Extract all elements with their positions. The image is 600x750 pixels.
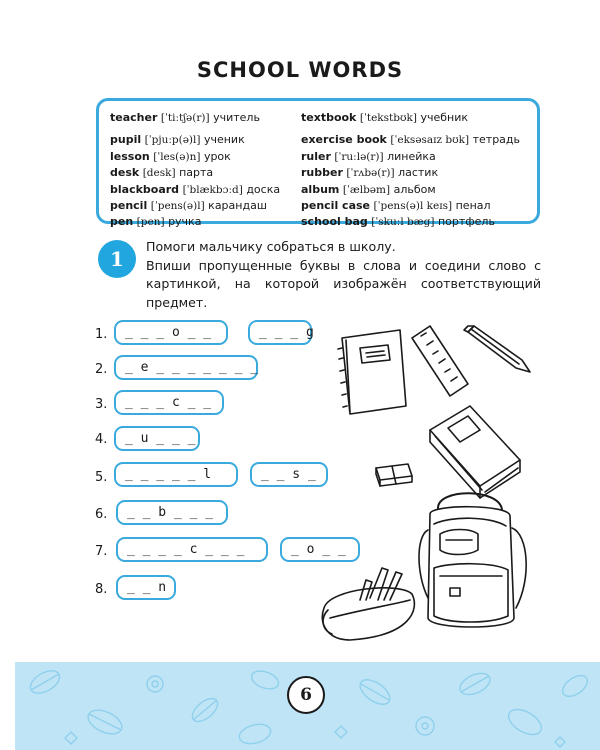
word-blank[interactable]: _ _ _ _ c _ _ _ (116, 537, 268, 562)
school-items-illustration (300, 318, 540, 648)
vocab-row: album [ˈælbəm] альбом (301, 182, 436, 196)
vocabulary-box (96, 98, 540, 229)
exercise-number: 8. (95, 582, 108, 597)
exercise-number: 6. (95, 507, 108, 522)
exercise-number: 1. (95, 327, 108, 342)
pencil-icon (464, 326, 530, 372)
instruction-line-2: Впиши пропущенные буквы в слова и соедини слово с картинкой, на которой изображён соответствующий предмет. (146, 257, 541, 310)
vocab-row: teacher [ˈtiːtʃə(r)] учитель (110, 111, 260, 124)
exercise-number: 5. (95, 470, 108, 485)
exercise-number: 2. (95, 362, 108, 377)
exercise-number: 7. (95, 544, 108, 559)
vocab-row: pencil case [ˈpens(ə)l keɪs] пенал (301, 199, 491, 213)
word-blank[interactable]: _ _ _ o _ _ (114, 320, 228, 345)
textbook-icon (430, 406, 520, 498)
school-bag-icon (419, 493, 526, 627)
vocab-column-right (301, 110, 520, 231)
vocab-row: rubber [ˈrʌbə(r)] ластик (301, 166, 439, 180)
vocab-row: desk [desk] парта (110, 166, 214, 180)
exercise-number: 4. (95, 432, 108, 447)
vocab-row: exercise book [ˈeksəsaɪz bʊk] тетрадь (301, 133, 521, 147)
vocab-row: blackboard [ˈblækbɔːd] доска (110, 182, 281, 196)
word-blank[interactable]: _ u _ _ _ (114, 426, 200, 451)
word-blank[interactable]: _ _ _ _ _ l (114, 462, 238, 487)
word-blank[interactable]: _ e _ _ _ _ _ _ _ (114, 355, 258, 380)
word-blank[interactable]: _ _ b _ _ _ (116, 500, 228, 525)
exercise-number: 3. (95, 397, 108, 412)
rubber-icon (376, 464, 412, 486)
vocab-row: pen [pen] ручка (110, 215, 202, 229)
vocab-row: pencil [ˈpens(ə)l] карандаш (110, 199, 267, 213)
word-blank[interactable]: _ o _ _ (280, 537, 360, 562)
instruction-line-1: Помоги мальчику собраться в школу. (146, 239, 396, 254)
exercise-book-icon (338, 330, 406, 414)
page-title: SCHOOL WORDS (196, 58, 404, 82)
pencil-case-icon (322, 568, 414, 640)
page-number: 6 (287, 676, 325, 714)
word-blank[interactable]: _ _ n (116, 575, 176, 600)
word-blank[interactable]: _ _ s _ (250, 462, 328, 487)
vocab-column-left (110, 110, 280, 231)
vocab-row: textbook [ˈtekstbʊk] учебник (301, 111, 469, 124)
vocab-row: ruler [ˈruːlə(r)] линейка (301, 149, 436, 163)
vocab-row: school bag [ˈskuːl bæg] портфель (301, 215, 495, 229)
word-blank[interactable]: _ _ _ g (248, 320, 312, 345)
word-blank[interactable]: _ _ _ c _ _ (114, 390, 224, 415)
vocab-row: pupil [ˈpjuːp(ə)l] ученик (110, 133, 245, 147)
task-instructions (146, 238, 541, 312)
vocab-row: lesson [ˈles(ə)n] урок (110, 149, 231, 163)
ruler-icon (412, 326, 468, 396)
task-number-badge: 1 (98, 240, 136, 278)
